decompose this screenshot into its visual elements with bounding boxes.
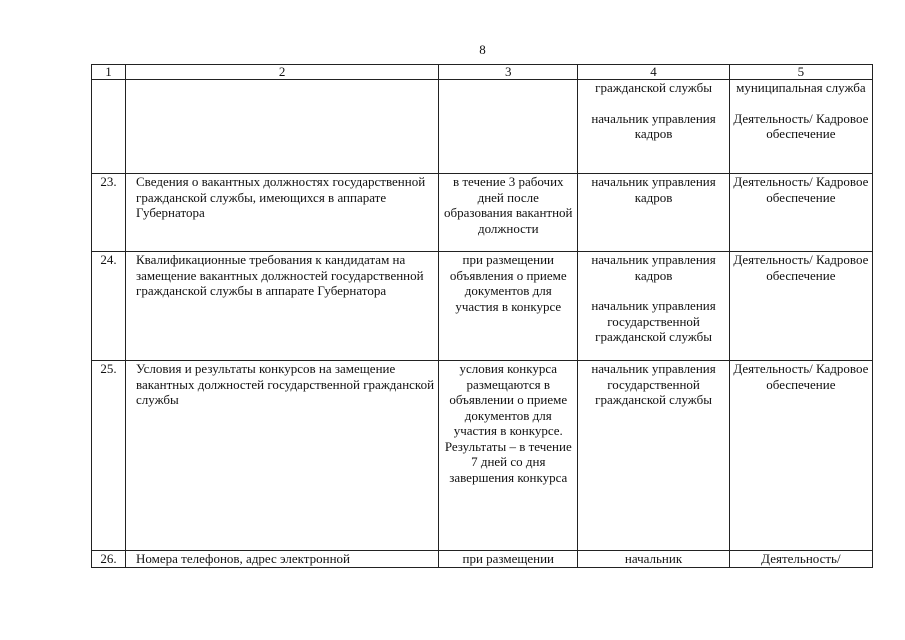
row-category — [729, 252, 872, 361]
row-description: Сведения о вакантных должностях государственной гражданской службы, имеющихся в аппарате Губернатора — [126, 174, 439, 252]
row-description: Номера телефонов, адрес электронной — [126, 551, 439, 568]
responsible-line: начальник управления кадров — [591, 174, 716, 205]
row-term: в течение 3 рабочих дней после образования вакантной должности — [439, 174, 578, 252]
row-category — [729, 80, 872, 174]
column-header: 4 — [578, 65, 729, 80]
column-header: 5 — [729, 65, 872, 80]
page-number: 8 — [479, 42, 486, 57]
table-row — [92, 80, 873, 174]
category-line: Деятельность/ Кадровое обеспечение — [733, 110, 869, 141]
row-number — [92, 80, 126, 174]
row-term — [439, 80, 578, 174]
category-line: Деятельность/ — [761, 551, 841, 566]
data-table — [91, 64, 873, 568]
row-description: Условия и результаты конкурсов на замещение вакантных должностей государственной гражданской службы — [126, 361, 439, 551]
responsible-line: начальник управления кадров — [591, 252, 716, 283]
row-category — [729, 361, 872, 551]
row-responsible — [578, 252, 729, 361]
row-category — [729, 174, 872, 252]
row-responsible — [578, 551, 729, 568]
row-number: 26. — [92, 551, 126, 568]
responsible-line: начальник управления государственной гражданской службы — [591, 298, 716, 344]
row-term: условия конкурса размещаются в объявлении о приеме документов для участия в конкурсе. Результаты – в течение 7 дней со дня завершения конкурса — [439, 361, 578, 551]
row-responsible — [578, 174, 729, 252]
row-number: 24. — [92, 252, 126, 361]
column-header: 3 — [439, 65, 578, 80]
column-header: 2 — [126, 65, 439, 80]
category-line: Деятельность/ Кадровое обеспечение — [733, 174, 869, 205]
column-header: 1 — [92, 65, 126, 80]
table-row — [92, 361, 873, 551]
row-number: 25. — [92, 361, 126, 551]
responsible-line: начальник управления кадров — [591, 110, 716, 141]
row-description: Квалификационные требования к кандидатам на замещение вакантных должностей государственной гражданской службы в аппарате Губернатора — [126, 252, 439, 361]
row-term: при размещении — [439, 551, 578, 568]
table-header-row — [92, 65, 873, 80]
category-line: муниципальная служба — [736, 80, 866, 95]
row-number: 23. — [92, 174, 126, 252]
row-responsible — [578, 80, 729, 174]
table-row — [92, 252, 873, 361]
responsible-line: гражданской службы — [595, 80, 712, 95]
responsible-line: начальник управления государственной гражданской службы — [591, 361, 716, 407]
row-term: при размещении объявления о приеме документов для участия в конкурсе — [439, 252, 578, 361]
table-row — [92, 551, 873, 568]
responsible-line: начальник — [624, 551, 683, 566]
row-responsible — [578, 361, 729, 551]
category-line: Деятельность/ Кадровое обеспечение — [733, 252, 869, 283]
row-description — [126, 80, 439, 174]
table-row — [92, 174, 873, 252]
category-line: Деятельность/ Кадровое обеспечение — [733, 361, 869, 392]
row-category — [729, 551, 872, 568]
